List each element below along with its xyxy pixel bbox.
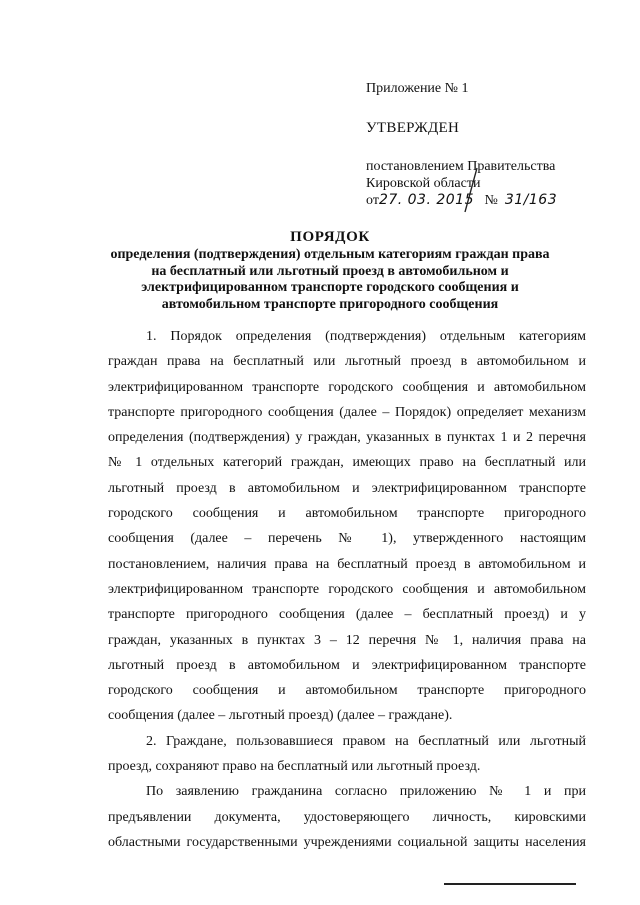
decree-issuer-line: постановлением Правительства	[366, 159, 556, 174]
footer-rule	[444, 883, 576, 885]
paragraph-1-line: граждан права на бесплатный или льготный проезд в автомобильном и	[108, 354, 586, 370]
handwritten-date: 27. 03. 2015	[378, 192, 474, 208]
paragraph-1-line: городского сообщения и автомобильном транспорте пригородного	[108, 506, 586, 522]
paragraph-1-line: транспорте пригородного сообщения (далее – бесплатный проезд) и у	[108, 607, 586, 623]
paragraph-1-line: электрифицированном транспорте городского сообщения и автомобильном	[108, 581, 586, 597]
document-title: ПОРЯДОК	[290, 229, 370, 245]
paragraph-1-line: льготный проезд в автомобильном и электрифицированном транспорте	[108, 657, 586, 673]
paragraph-3-line: предъявлении документа, удостоверяющего личность, кировскими	[108, 809, 586, 825]
paragraph-1-line: транспорте пригородного сообщения (далее – Порядок) определяет механизм	[108, 404, 586, 420]
document-subtitle	[80, 247, 580, 313]
paragraph-1-line: электрифицированном транспорте городского сообщения и автомобильном	[108, 379, 586, 395]
paragraph-1-line: 1. Порядок определения (подтверждения) отдельным категориям	[146, 329, 586, 344]
decree-region-line: Кировской области	[366, 176, 481, 191]
date-prefix: от	[366, 193, 379, 208]
subtitle-line: на бесплатный или льготный проезд в автомобильном и	[151, 263, 509, 279]
number-prefix: №	[484, 193, 498, 208]
decree-date-number-line	[366, 192, 616, 212]
document-body	[108, 324, 586, 855]
paragraph-1-line: городского сообщения и автомобильном транспорте пригородного	[108, 683, 586, 699]
paragraph-2-line: 2. Граждане, пользовавшиеся правом на бесплатный или льготный	[146, 733, 586, 749]
paragraph-1-line: льготный проезд в автомобильном и электрифицированном транспорте	[108, 480, 586, 496]
subtitle-line: автомобильном транспорте пригородного сообщения	[161, 296, 499, 312]
paragraph-1-line: сообщения (далее – перечень № 1), утвержденного настоящим	[108, 531, 586, 547]
approved-label: УТВЕРЖДЕН	[366, 120, 460, 136]
signature-stroke-icon	[459, 166, 483, 214]
paragraph-1-line: № 1 отдельных категорий граждан, имеющих право на бесплатный или	[108, 455, 586, 471]
paragraph-1-line: сообщения (далее – льготный проезд) (далее – граждане).	[108, 708, 453, 724]
appendix-label: Приложение № 1	[366, 81, 469, 96]
paragraph-2-line: проезд, сохраняют право на бесплатный или льготный проезд.	[108, 759, 481, 775]
paragraph-1-line: постановлением, наличия права на бесплатный проезд в автомобильном и	[108, 556, 586, 572]
subtitle-line: определения (подтверждения) отдельным категориям граждан права	[110, 247, 550, 262]
paragraph-1-line: определения (подтверждения) у граждан, указанных в пунктах 1 и 2 перечня	[108, 430, 586, 446]
paragraph-3-line: По заявлению гражданина согласно приложению № 1 и при	[146, 784, 586, 800]
approval-block	[366, 80, 616, 212]
handwritten-number: 31/163	[504, 192, 558, 208]
subtitle-line: электрифицированном транспорте городского сообщения и	[141, 280, 519, 295]
paragraph-3-line: областными государственными учреждениями социальной защиты населения	[108, 834, 586, 850]
paragraph-1-line: граждан, указанных в пунктах 3 – 12 перечня № 1, наличия права на	[108, 632, 586, 648]
